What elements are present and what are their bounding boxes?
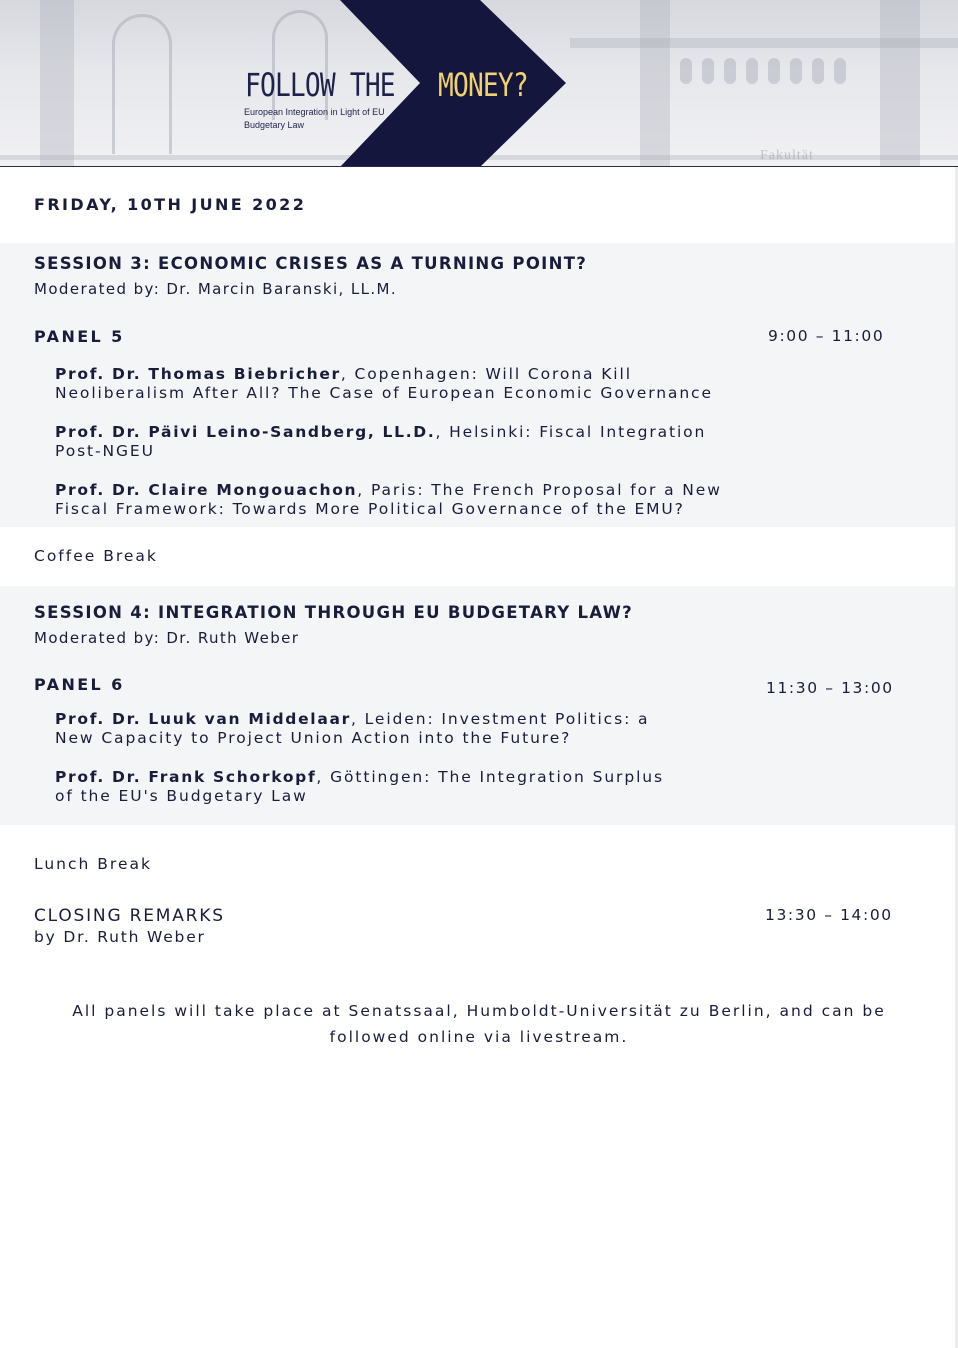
talk-title: , Paris: The French Proposal for a New xyxy=(357,481,722,499)
panel-6-label: PANEL 6 xyxy=(34,675,125,694)
session-3-title: SESSION 3: ECONOMIC CRISES AS A TURNING POINT? xyxy=(34,254,588,273)
speaker-name: Prof. Dr. Luuk van Middelaar xyxy=(55,710,351,728)
closing-remarks-time: 13:30 – 14:00 xyxy=(765,906,893,924)
talk-item xyxy=(55,365,755,403)
panel-5-label: PANEL 5 xyxy=(34,327,125,346)
session-3-block xyxy=(0,243,955,527)
session-3-moderator: Moderated by: Dr. Marcin Baranski, LL.M. xyxy=(34,280,398,298)
venue-note-line1: All panels will take place at Senatssaal, Humboldt-Universität zu Berlin, and can be xyxy=(72,1002,886,1020)
venue-note xyxy=(40,998,918,1050)
panel-6-time: 11:30 – 13:00 xyxy=(766,679,894,697)
speaker-name: Prof. Dr. Thomas Biebricher xyxy=(55,365,341,383)
talk-item xyxy=(55,481,755,519)
brand-title-follow-the: FOLLOW THE xyxy=(245,66,395,104)
talk-item xyxy=(55,423,755,461)
talk-title: , Copenhagen: Will Corona Kill xyxy=(340,365,632,383)
talk-item xyxy=(55,768,755,806)
talk-title: , Leiden: Investment Politics: a xyxy=(350,710,650,728)
speaker-name: Prof. Dr. Claire Mongouachon xyxy=(55,481,358,499)
lunch-break: Lunch Break xyxy=(34,855,152,873)
talk-title-cont: of the EU's Budgetary Law xyxy=(55,787,308,805)
brand-title-money: MONEY? xyxy=(438,66,528,104)
panel-5-time: 9:00 – 11:00 xyxy=(768,327,885,345)
coffee-break: Coffee Break xyxy=(34,547,158,565)
talk-item xyxy=(55,710,755,748)
closing-remarks-title: CLOSING REMARKS xyxy=(34,906,225,926)
talk-title-cont: Post-NGEU xyxy=(55,442,155,460)
talk-title-cont: New Capacity to Project Union Action into the Future? xyxy=(55,729,572,747)
session-4-block xyxy=(0,586,955,825)
talk-title-cont: Neoliberalism After All? The Case of European Economic Governance xyxy=(55,384,713,402)
talk-title: , Göttingen: The Integration Surplus xyxy=(316,768,664,786)
closing-remarks-speaker: by Dr. Ruth Weber xyxy=(34,928,206,946)
speaker-name: Prof. Dr. Frank Schorkopf xyxy=(55,768,317,786)
talk-title-cont: Fiscal Framework: Towards More Political Governance of the EMU? xyxy=(55,500,685,518)
header-banner xyxy=(0,0,958,167)
speaker-name: Prof. Dr. Päivi Leino-Sandberg, LL.D. xyxy=(55,423,436,441)
building-inscription: Fakultät xyxy=(760,148,814,163)
session-4-title: SESSION 4: INTEGRATION THROUGH EU BUDGETARY LAW? xyxy=(34,603,634,622)
venue-note-line2: followed online via livestream. xyxy=(329,1028,629,1046)
brand-subtitle: European Integration in Light of EU Budgetary Law xyxy=(244,107,385,130)
talk-title: , Helsinki: Fiscal Integration xyxy=(435,423,707,441)
session-4-moderator: Moderated by: Dr. Ruth Weber xyxy=(34,629,300,647)
event-date: FRIDAY, 10TH JUNE 2022 xyxy=(34,195,307,214)
